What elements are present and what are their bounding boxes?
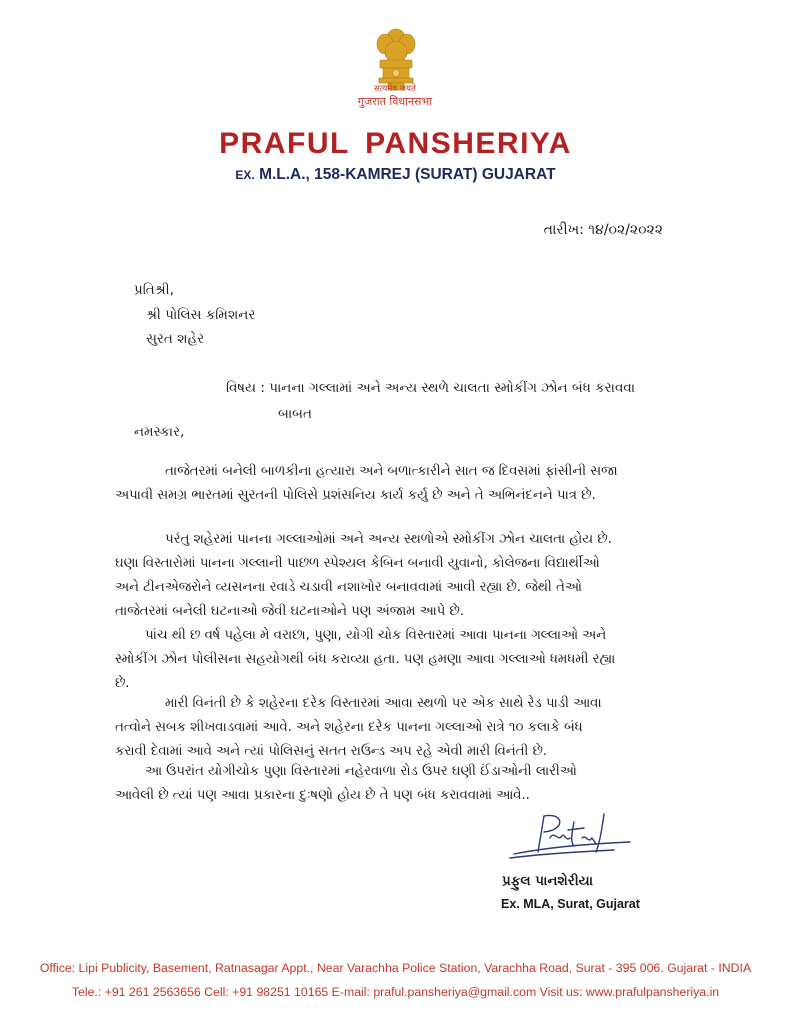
body-line: અને ટીનએજરોને વ્યસનના રવાડે ચડાવી નશાખોર બનાવવામાં આવી રહ્યા છે. જેથી તેઓ [115,580,582,595]
body-paragraph-4 [115,692,677,764]
designation-text: M.L.A., 158-KAMREJ (SURAT) GUJARAT [259,166,556,183]
emblem-caption [320,84,470,109]
body-line: પરંતુ શહેરમાં પાનના ગલ્લાઓમાં અને અન્ય સ્થળોએ સ્મોકીંગ ઝોન ચાલતા હોય છે. [165,532,612,547]
signer-name: પ્રફુલ પાનશેરીયા [502,873,594,889]
sender-name: PRAFUL PANSHERIYA [219,127,572,160]
footer-contact-details: Tele.: +91 261 2563656 Cell: +91 98251 10165 E-mail: praful.pansheriya@gmail.com Visit us: www.prafulpansheriya.in [71,985,720,999]
body-line: છે. [115,676,130,691]
greeting: નમસ્કાર, [134,424,185,440]
recipient-salutation: પ્રતિશ્રી, [134,282,174,298]
state-emblem-icon [368,26,424,92]
body-line: મારી વિનંતી છે કે શહેરના દરેક વિસ્તારમાં આવા સ્થળો પર એક સાથે રેડ પાડી આવા [165,696,602,711]
body-line: આવેલી છે ત્યાં પણ આવા પ્રકારના દુઃષણો હોય છે તે પણ બંધ કરાવવામાં આવે.. [115,788,530,803]
recipient-line-1: શ્રી પોલિસ કમિશનર [146,307,256,323]
letter-subject [226,375,696,427]
subject-line-2: બાબત [278,406,312,422]
body-line: અપાવી સમગ્ર ભારતમાં સુરતની પોલિસે પ્રશંસનિય કાર્ય કર્યુ છે અને તે અભિનંદનને પાત્ર છે. [115,488,596,503]
body-line: તાજેતરમાં બનેલી ઘટનાઓ જેવી ઘટનાઓને પણ અંજામ આપે છે. [115,604,464,619]
letter-date: તારીખ: ૧૪/૦૨/૨૦૨૨ [543,222,663,238]
footer-office-address: Office: Lipi Publicity, Basement, Ratnasagar Appt., Near Varachha Police Station, Varachha Road, Surat - 395 006. Gujarat - INDIA [39,961,752,975]
body-line: આ ઉપરાંત યોગીચોક પુણા વિસ્તારમાં નહેરવાળા રોડ ઉપર ઘણી ઈંડાઓની લારીઓ [145,764,577,779]
emblem-motto: सत्यमेव जयते [374,84,416,94]
body-line: તત્વોને સબક શીખવાડવામાં આવે. અને શહેરના દરેક પાનના ગલ્લાઓ રાત્રે ૧૦ કલાકે બંધ [115,720,583,735]
designation-prefix: EX. [235,168,255,182]
body-line: તાજેતરમાં બનેલી બાળકીના હત્યારા અને બળાત્કારીને સાત જ દિવસમાં ફાંસીની સજા [165,464,618,479]
assembly-name: गुजरात विधानसभा [357,95,433,108]
subject-line-1: વિષય : પાનના ગલ્લામાં અને અન્ય સ્થળે ચાલતા સ્મોકીંગ ઝોન બંધ કરાવવા [226,380,636,396]
signer-title: Ex. MLA, Surat, Gujarat [501,897,640,911]
body-paragraph-1 [115,460,677,508]
recipient-line-2: સુરત શહેર [146,331,205,347]
body-line: ઘણા વિસ્તારોમાં પાનના ગલ્લાની પાછળ સ્પેશ્યલ કેબિન બનાવી યુવાનો, કોલેજના વિદ્યાર્થીઓ [115,556,600,571]
body-line: પાંચ થી છ વર્ષ પહેલા મે વરાછા, પુણા, યોગી ચોક વિસ્તારમાં આવા પાનના ગલ્લાઓ અને [145,628,607,643]
handwritten-signature-icon [504,808,634,868]
sender-designation [0,166,791,184]
body-line: કરાવી દેવામાં આવે અને ત્યાં પોલિસનું સતત રાઉન્ડ અપ રહે એવી મારી વિનંતી છે. [115,744,547,759]
body-line: સ્મોકીંગ ઝોન પોલીસના સહયોગથી બંધ કરાવ્યા હતા. પણ હમણા આવા ગલ્લાઓ ધમધમી રહ્યા [115,652,616,667]
body-paragraph-2 [115,528,677,624]
body-paragraph-3 [115,624,677,696]
body-paragraph-5 [115,760,677,808]
